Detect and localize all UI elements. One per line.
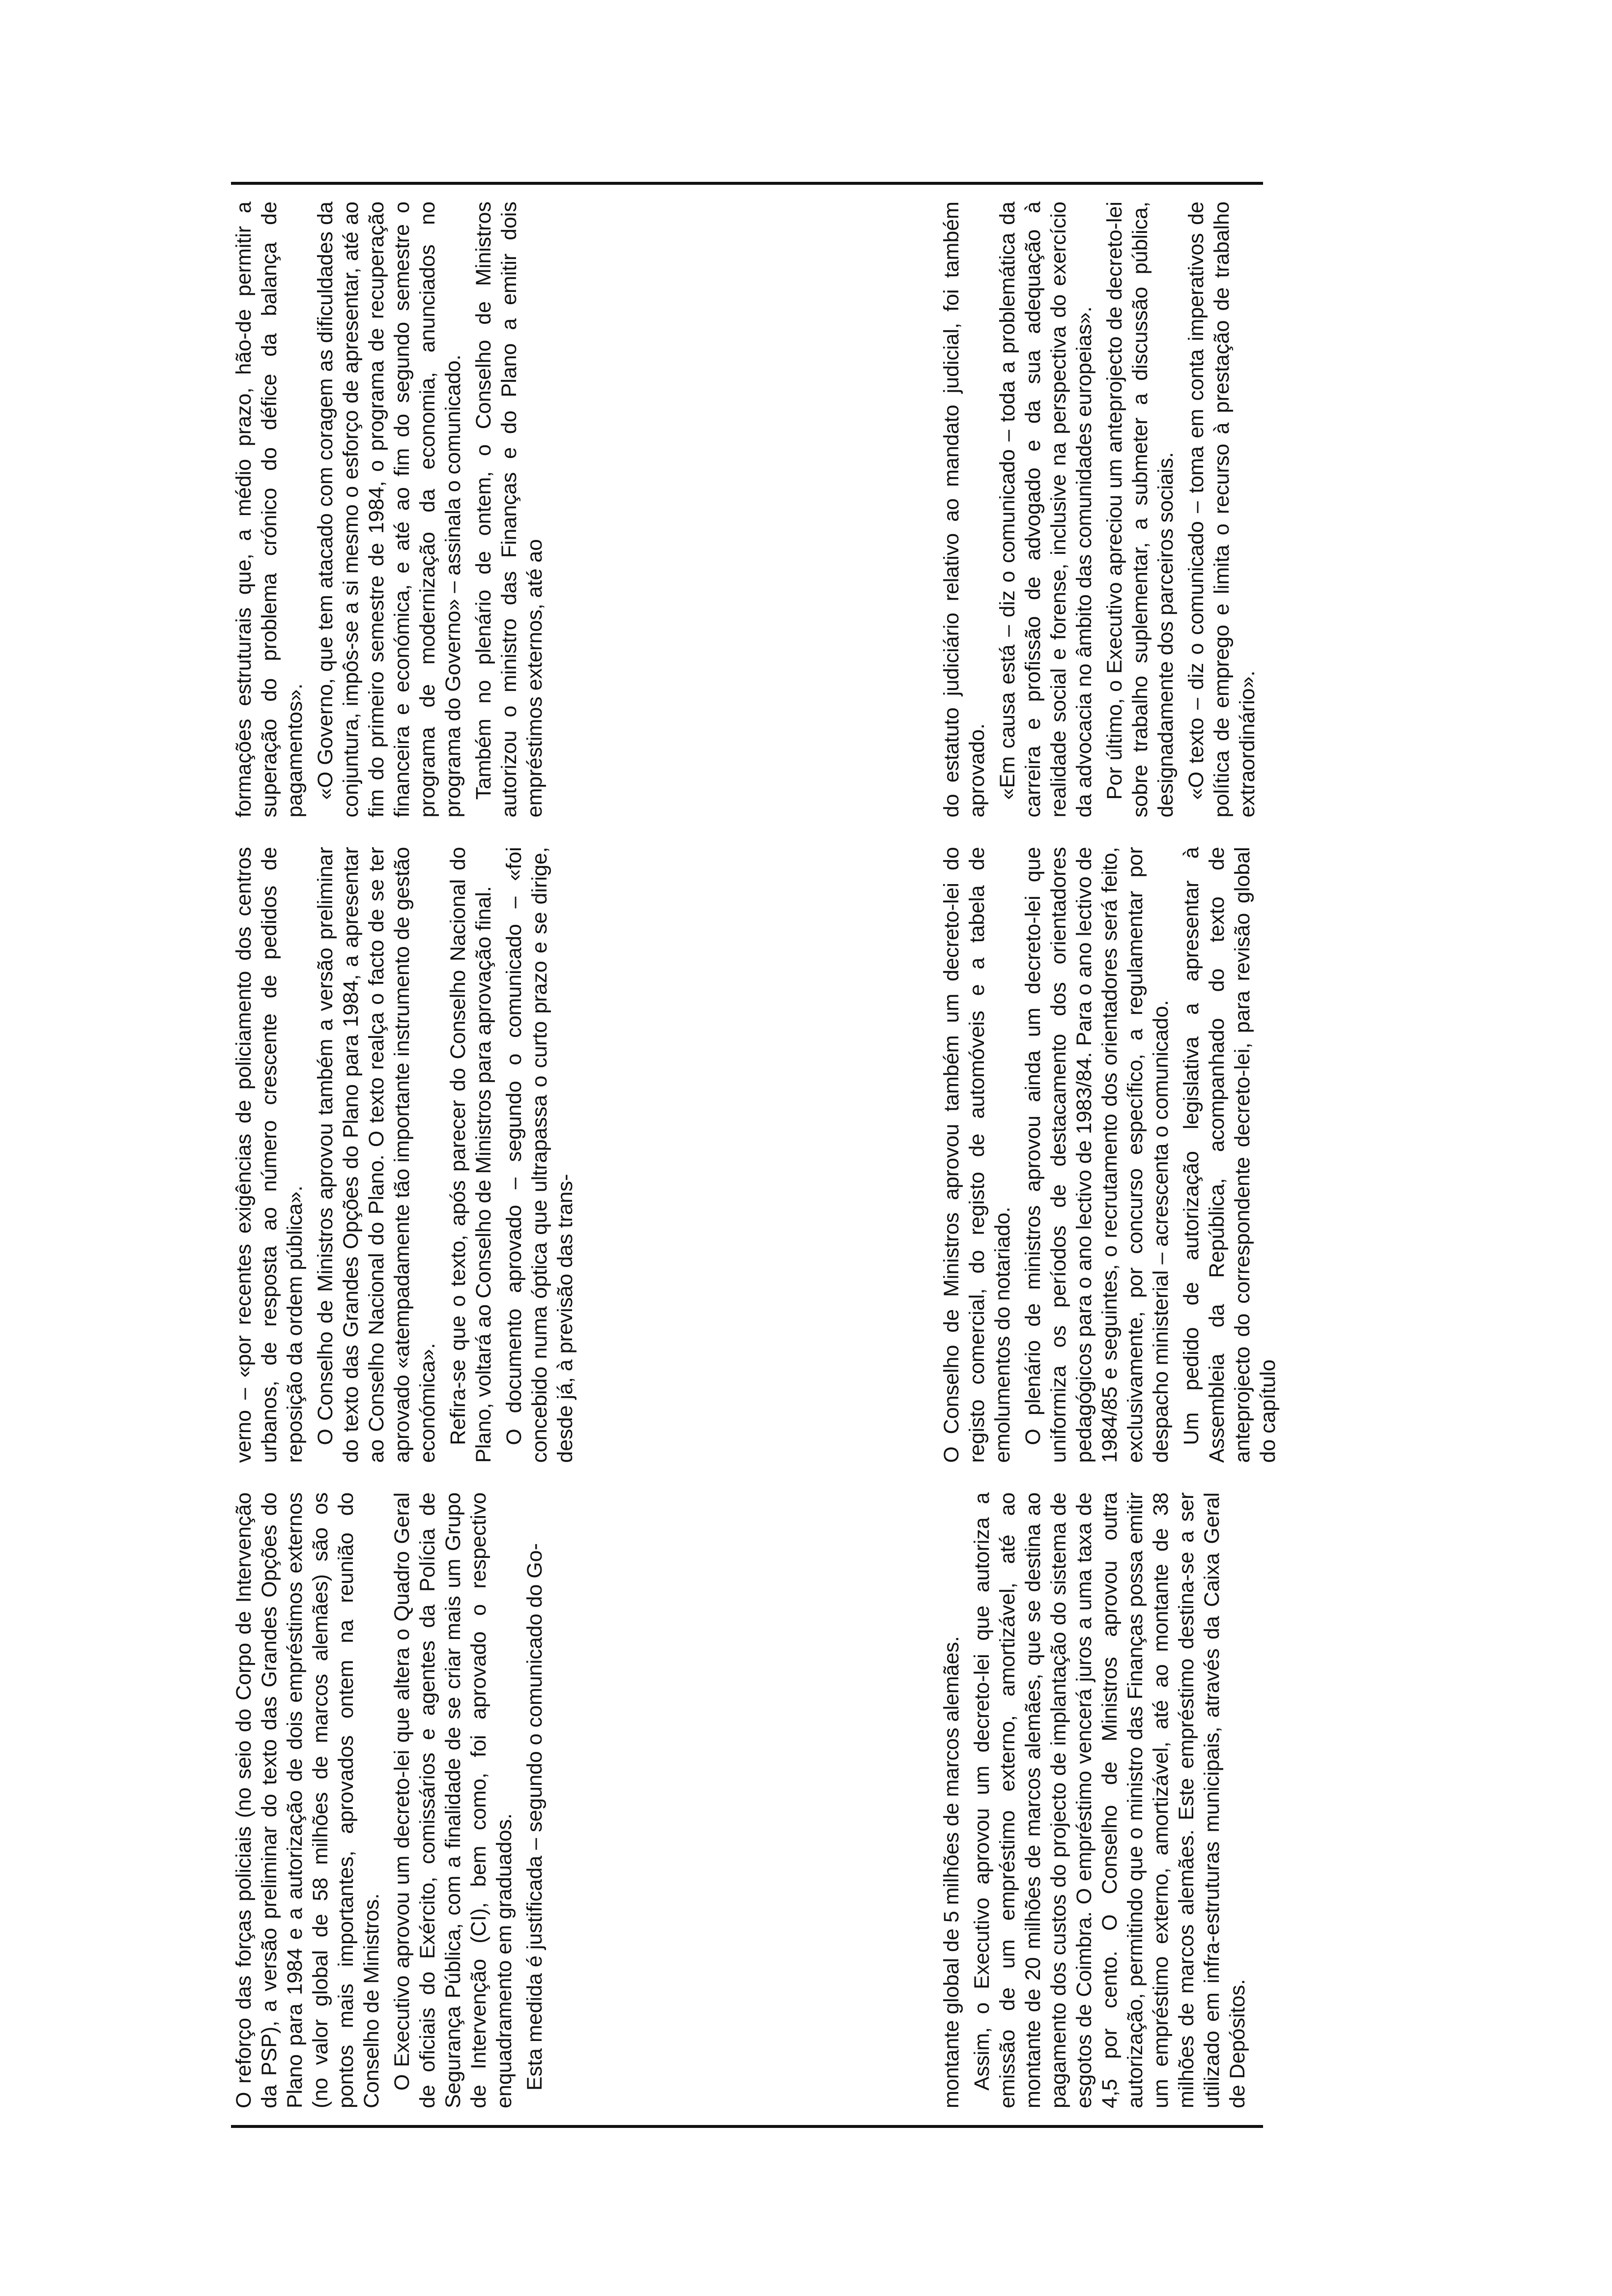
paragraph: Esta medida é justificada – segundo o comunicado do Go- bbox=[523, 1543, 547, 2091]
text-column bbox=[231, 201, 555, 817]
article-band bbox=[939, 201, 1280, 2108]
text-column bbox=[939, 847, 1280, 1463]
paragraph: «O Governo, que tem atacado com coragem as dificuldades da conjuntura, impôs-se a si mesmo o esforço de apresentar, até ao fim do primeiro semestre de 1984, o programa de recuperação financeira e económica, e até ao fim do segundo semestre o programa de modernização da economia, anunciados no programa do Governo» – assinala o comunicado. bbox=[314, 201, 465, 818]
paragraph: «Em causa está – diz o comunicado – toda a problemática da carreira e profissão de advogado e da sua adequação à realidade social e forense, inclusive na perspectiva do exercício da advocacia no âmbito das comunidades europeias». bbox=[996, 201, 1096, 818]
article-body bbox=[231, 201, 1280, 2108]
paragraph: Também no plenário de ontem, o Conselho de Ministros autorizou o ministro das Finanças e do Plano a emitir dois empréstimos externos, até ao bbox=[472, 201, 547, 818]
paragraph: O documento aprovado – segundo o comunicado – «foi concebido numa óptica que ultrapassa o curto prazo e se dirige, desde já, à previsão das trans- bbox=[502, 847, 577, 1463]
paragraph: O plenário de ministros aprovou ainda um decreto-lei que uniformiza os períodos de destacamento dos orientadores pedagógicos para o ano lectivo de 1983/84. Para o ano lectivo de 1984/85 e seguintes, o recrutamento dos orientadores será feito, exclusivamente, por concurso específico, a regulamentar por despacho ministerial – acrescenta o comunicado. bbox=[1021, 847, 1173, 1463]
paragraph: «O texto – diz o comunicado – toma em conta imperativos de política de emprego e limita o recurso à prestação de trabalho extraordinário». bbox=[1184, 201, 1259, 818]
article-band bbox=[231, 201, 577, 2108]
text-column bbox=[939, 201, 1263, 817]
text-column bbox=[231, 1492, 555, 2108]
paragraph: formações estruturais que, a médio prazo, hão-de permitir a superação do problema crónico do défice da balança de pagamentos». bbox=[232, 201, 307, 818]
paragraph: Assim, o Executivo aprovou um decreto-lei que autoriza a emissão de um empréstimo externo, amortizável, até ao montante de 20 milhões de marcos alemães, que se destina ao pagamento dos custos do projecto de implantação do sistema de esgotos de Coimbra. O empréstimo vencerá juros a uma taxa de 4,5 por cento. O Conselho de Ministros aprovou outra autorização, permitindo que o ministro das Finanças possa emitir um empréstimo externo, amortizável, até ao montante de 38 milhões de marcos alemães. Este empréstimo destina-se a ser utilizado em infra-estruturas municipais, através da Caixa Geral de Depósitos. bbox=[970, 1492, 1249, 2108]
paragraph: O reforço das forças policiais (no seio do Corpo de Intervenção da PSP), a versão preliminar do texto das Grandes Opções do Plano para 1984 e a autorização de dois empréstimos externos (no valor global de 58 milhões de marcos alemães) são os pontos mais importantes, aprovados ontem na reunião do Conselho de Ministros. bbox=[232, 1492, 383, 2108]
text-column bbox=[231, 847, 577, 1463]
newspaper-clipping bbox=[211, 182, 1283, 2128]
paragraph: O Executivo aprovou um decreto-lei que altera o Quadro Geral de oficiais do Exército, comissários e agentes da Polícia de Segurança Pública, com a finalidade de se criar mais um Grupo de Intervenção (CI), bem como, foi aprovado o respectivo enquadramento em graduados. bbox=[390, 1492, 516, 2108]
paragraph: do estatuto judiciário relativo ao mandato judicial, foi também aprovado. bbox=[940, 201, 989, 818]
paragraph: O Conselho de Ministros aprovou também a versão preliminar do texto das Grandes Opções do Plano para 1984, a apresentar ao Conselho Nacional do Plano. O texto realça o facto de se ter aprovado «atempadamente tão importante instrumento de gestão económica». bbox=[314, 847, 439, 1463]
paragraph: Um pedido de autorização legislativa a apresentar à Assembleia da República, acompanhado do texto de anteprojecto do correspondente decreto-lei, para revisão global do capítulo bbox=[1180, 847, 1280, 1463]
paragraph: verno – «por recentes exigências de policiamento dos centros urbanos, de resposta ao número crescente de pedidos de reposição da ordem pública». bbox=[232, 847, 307, 1463]
paragraph: Refira-se que o texto, após parecer do Conselho Nacional do Plano, voltará ao Conselho de Ministros para aprovação final. bbox=[446, 847, 495, 1463]
column-rule-left bbox=[231, 2125, 1263, 2128]
text-column bbox=[939, 1492, 1263, 2108]
paragraph: O Conselho de Ministros aprovou também um decreto-lei do registo comercial, do registo de automóveis e a tabela de emolumentos do notariado. bbox=[940, 847, 1014, 1463]
column-rule-right bbox=[231, 182, 1263, 185]
paragraph: Por último, o Executivo apreciou um anteprojecto de decreto-lei sobre trabalho suplementar, a submeter a discussão pública, designadamente dos parceiros sociais. bbox=[1103, 201, 1178, 818]
paragraph: montante global de 5 milhões de marcos alemães. bbox=[940, 1636, 963, 2108]
